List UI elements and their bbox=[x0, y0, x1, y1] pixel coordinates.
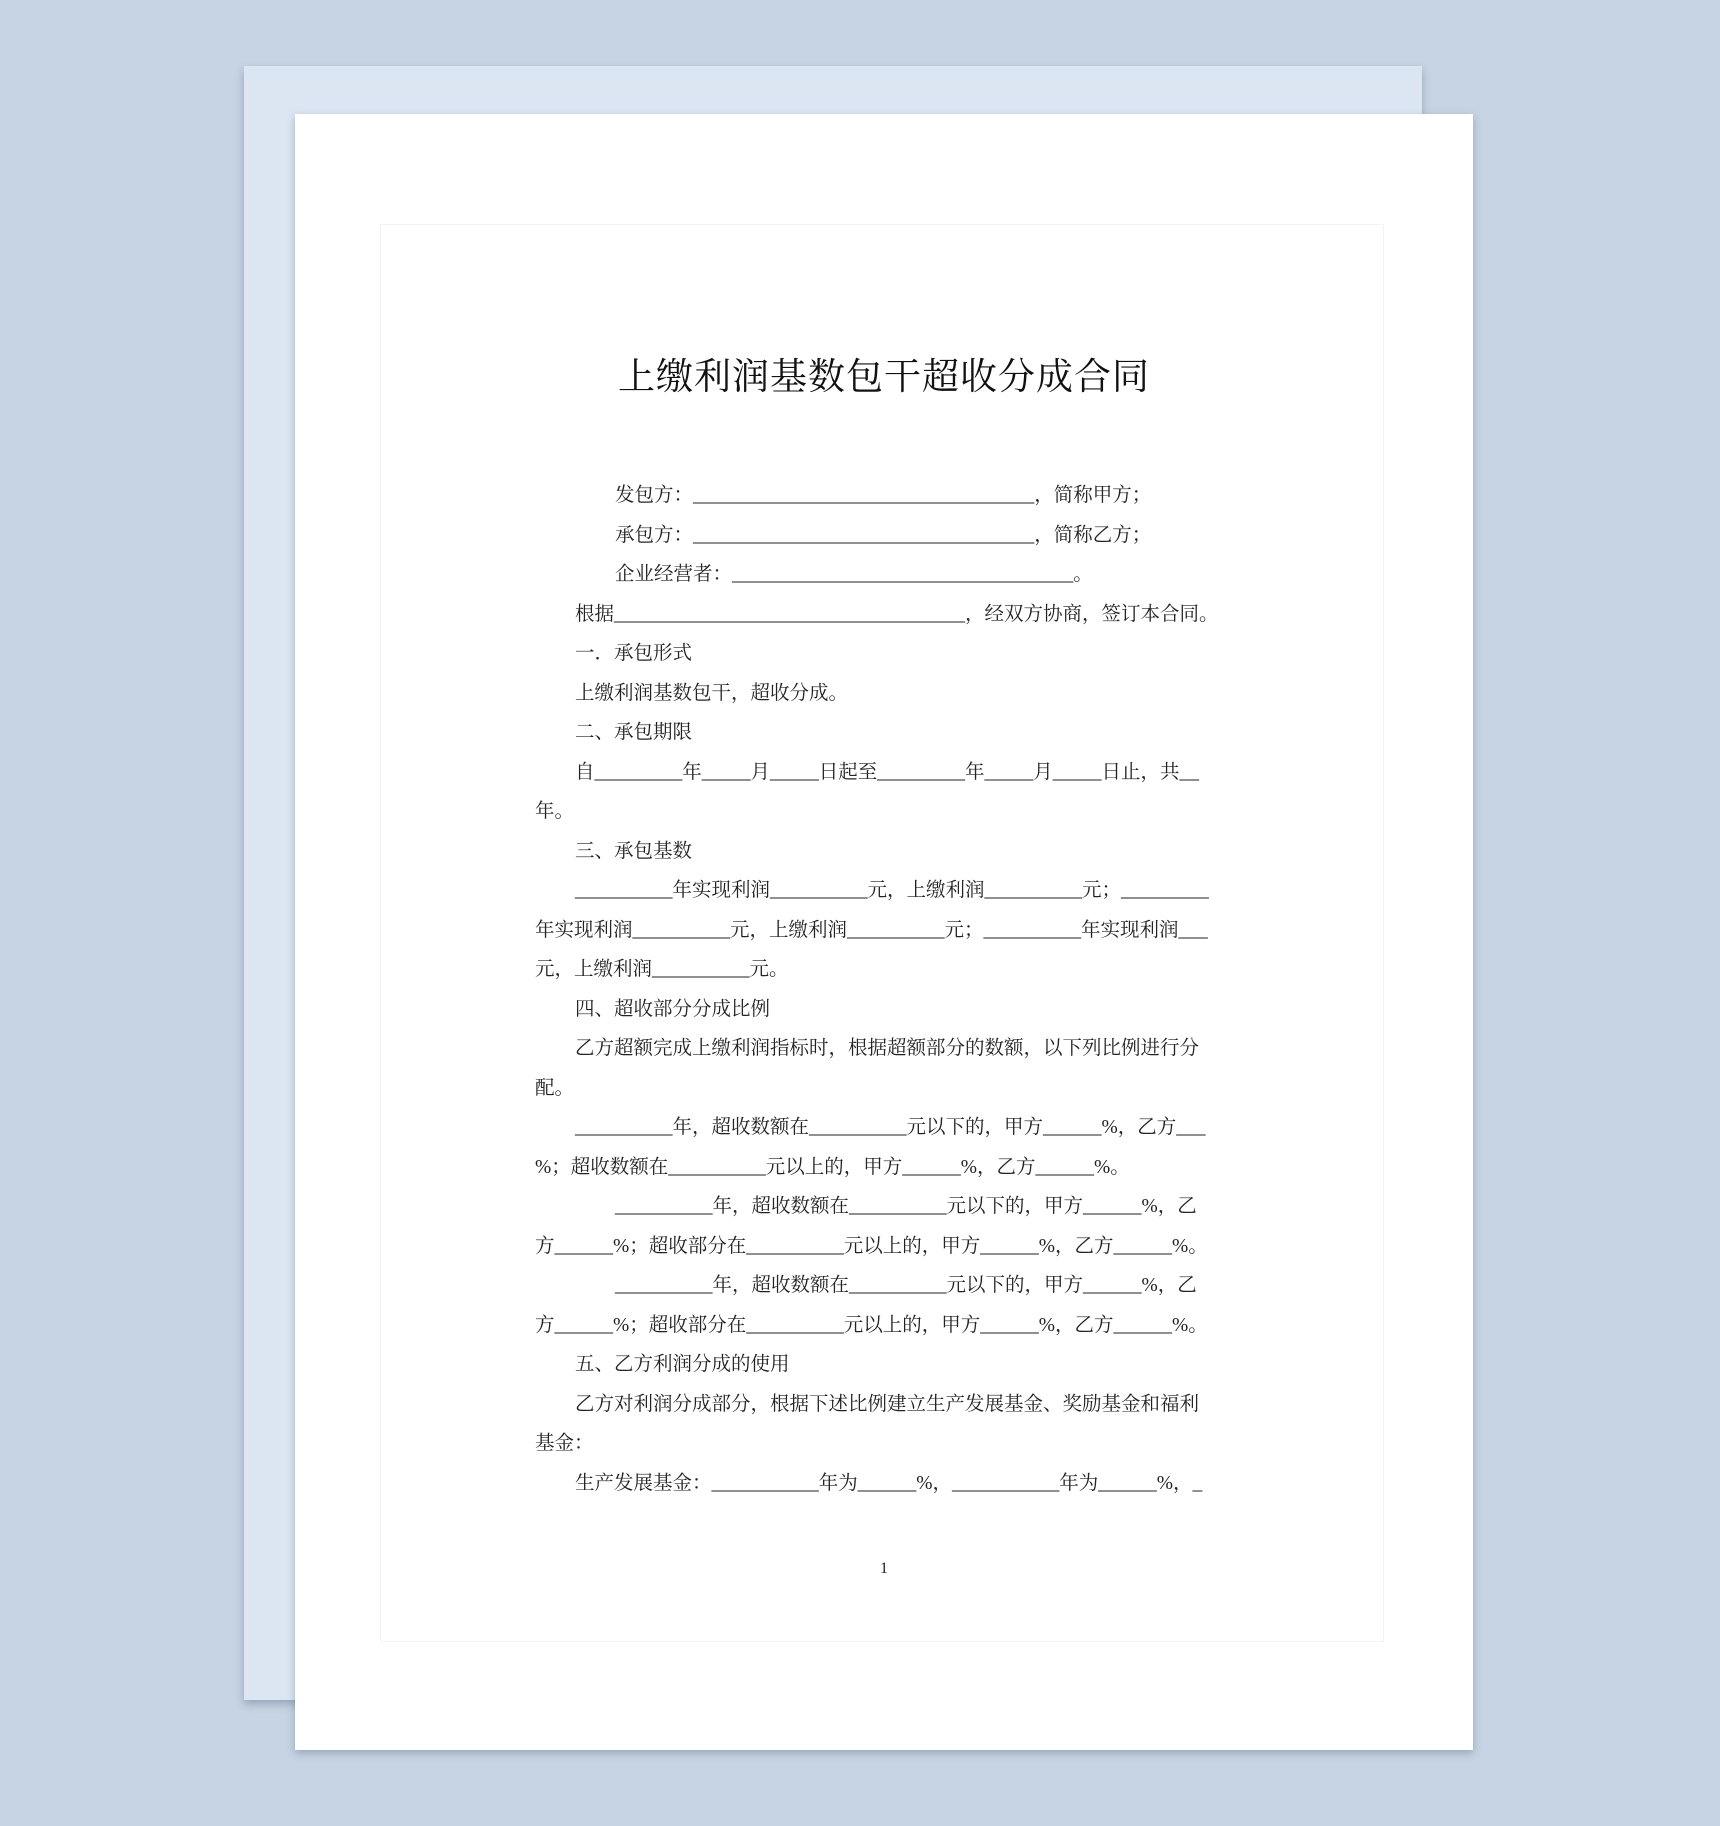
paragraph: 乙方对利润分成部分，根据下述比例建立生产发展基金、奖励基金和福利 bbox=[575, 1393, 1200, 1415]
party-a-line: 发包方：___________________________________，简称甲方； bbox=[615, 485, 1152, 506]
paragraph: 基金： bbox=[535, 1433, 594, 1454]
section-heading-3: 三、承包基数 bbox=[575, 840, 693, 862]
paragraph: %；超收数额在__________元以上的，甲方______%，乙方______%。 bbox=[535, 1156, 1130, 1178]
paragraph: 年实现利润__________元，上缴利润__________元；__________年实现利润___ bbox=[535, 919, 1208, 941]
paragraph: 配。 bbox=[535, 1077, 575, 1099]
document-body bbox=[535, 476, 1235, 1503]
basis-line: 根据____________________________________，经双方协商，签订本合同。 bbox=[575, 603, 1219, 625]
paragraph: __________年，超收数额在__________元以下的，甲方______%，乙方___ bbox=[575, 1117, 1206, 1138]
operator-line: 企业经营者：___________________________________。 bbox=[615, 564, 1093, 585]
section-heading-2: 二、承包期限 bbox=[575, 722, 693, 743]
paragraph: __________年，超收数额在__________元以下的，甲方______%，乙 bbox=[615, 1275, 1197, 1296]
document-page bbox=[295, 114, 1473, 1750]
paragraph: __________年，超收数额在__________元以下的，甲方______%，乙 bbox=[615, 1196, 1197, 1217]
section-heading-1: 一．承包形式 bbox=[575, 643, 693, 664]
paragraph: 自_________年_____月_____日起至_________年_____月_____日止，共__ bbox=[575, 761, 1200, 783]
paragraph: 乙方超额完成上缴利润指标时，根据超额部分的数额，以下列比例进行分 bbox=[575, 1038, 1200, 1059]
paragraph: __________年实现利润__________元，上缴利润__________元；_________ bbox=[575, 880, 1209, 901]
section-heading-4: 四、超收部分分成比例 bbox=[575, 998, 771, 1020]
section-heading-5: 五、乙方利润分成的使用 bbox=[575, 1354, 790, 1375]
paragraph: 上缴利润基数包干，超收分成。 bbox=[575, 682, 849, 704]
paragraph: 生产发展基金：___________年为______%，___________年为______%，_ bbox=[575, 1472, 1203, 1494]
paragraph: 年。 bbox=[535, 801, 575, 822]
paragraph: 方______%；超收部分在__________元以上的，甲方______%，乙方______%。 bbox=[535, 1235, 1208, 1257]
document-title: 上缴利润基数包干超收分成合同 bbox=[618, 357, 1150, 398]
paragraph: 元，上缴利润__________元。 bbox=[535, 959, 789, 980]
party-b-line: 承包方：___________________________________，简称乙方； bbox=[615, 524, 1152, 546]
paragraph: 方______%；超收部分在__________元以上的，甲方______%，乙方______%。 bbox=[535, 1314, 1208, 1336]
page-number: 1 bbox=[880, 1560, 888, 1577]
